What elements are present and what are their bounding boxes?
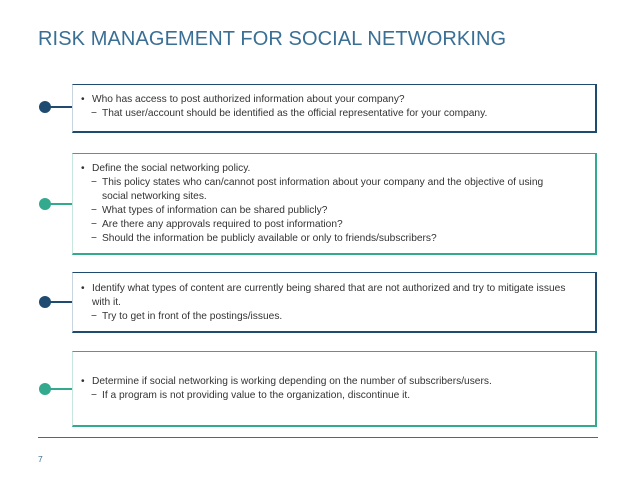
sub-bullet-text-continued: social networking sites.	[102, 191, 207, 202]
timeline-dot	[39, 198, 51, 210]
content-box-4	[72, 351, 597, 427]
sub-bullet-text: − This policy states who can/cannot post information about your company and the objective of using	[81, 176, 587, 190]
sub-bullet-text: − What types of information can be shared publicly?	[81, 204, 587, 218]
sub-bullet-text: − That user/account should be identified as the official representative for your company.	[81, 107, 587, 121]
bullet-text: • Identify what types of content are currently being shared that are not authorized and try to mitigate issues	[81, 282, 587, 296]
sub-bullet-text: − Are there any approvals required to post information?	[81, 218, 587, 232]
bullet-text-continued: with it.	[92, 297, 121, 308]
timeline-dot	[39, 101, 51, 113]
footer-rule	[38, 437, 598, 438]
sub-bullet-text: − Try to get in front of the postings/issues.	[81, 310, 587, 324]
page-number: 7	[38, 454, 43, 464]
content-box-2	[72, 153, 597, 255]
bullet-text: • Define the social networking policy.	[81, 162, 587, 176]
sub-bullet-text: − If a program is not providing value to the organization, discontinue it.	[81, 389, 587, 403]
timeline-dot	[39, 383, 51, 395]
sub-bullet-text: − Should the information be publicly available or only to friends/subscribers?	[81, 232, 587, 246]
bullet-text: • Who has access to post authorized information about your company?	[81, 93, 587, 107]
slide-title: RISK MANAGEMENT FOR SOCIAL NETWORKING	[38, 28, 507, 50]
content-box-1	[72, 84, 597, 133]
bullet-text: • Determine if social networking is working depending on the number of subscribers/users.	[81, 375, 587, 389]
content-box-3	[72, 272, 597, 333]
timeline-dot	[39, 296, 51, 308]
